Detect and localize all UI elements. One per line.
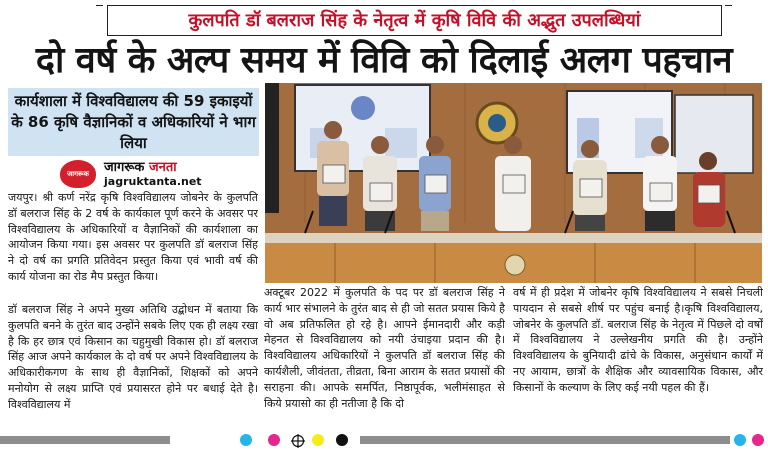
registration-crosshair-icon <box>291 433 305 447</box>
registration-bar <box>360 436 730 444</box>
article-column-3: वर्ष में ही प्रदेश में जोबनेर कृषि विश्वविद्यालय ने सबसे निचली पायदान से सबसे शीर्ष पर पहुंच बनाई है।कृषि विश्वविद्यालय, जोबनेर के कुलपति डॉ. बलराज सिंह के नेतृत्व में पिछले दो वर्षों में विश्वविद्यालय ने उल्लेखनीय प्रगति की है। उन्होंने विश्वविद्यालय के बुनियादी ढांचे के विकास, अनुसंधान कार्यों में नए आयाम, छात्रों के शैक्षिक और व्यावसायिक विकास, और किसानों के कल्याण के लिए कई नयी पहल की हैं। <box>513 286 763 394</box>
registration-dot-magenta <box>752 434 764 446</box>
registration-dot-yellow <box>312 434 324 446</box>
kicker-strip: कुलपति डॉ बलराज सिंह के नेतृत्व में कृषि विवि की अद्भुत उपलब्धियां <box>107 5 722 36</box>
registration-dot-magenta <box>268 434 280 446</box>
article-column-1b: डॉ बलराज सिंह ने अपने मुख्य अतिथि उद्बोधन में बताया कि कुलपति बनने के तुरंत बाद उन्होंने सबके लिए एक ही लक्ष्य रखा है कि हर छात्र एवं किसान का चहुमुखी विकास हो। डॉ बलराज सिंह आज अपने कार्यकाल के दो वर्ष पर अपने विश्वविद्यालय के अधिकारीकगण के साथ ही वैज्ञानिकों, शिक्षकों को अपने मनोयोग से लक्ष्य प्राप्ति एवं प्रयासरत होने पर बधाई देते है। विश्वविद्यालय में <box>8 303 258 411</box>
corner-mark <box>725 5 732 12</box>
subhead-box: कार्यशाला में विश्वविद्यालय की 59 इकाइयों के 86 कृषि वैज्ञानिकों व अधिकारियों ने भाग लिया <box>8 88 259 156</box>
registration-dot-black <box>336 434 348 446</box>
corner-mark <box>96 5 103 12</box>
registration-dot-cyan <box>734 434 746 446</box>
headline: दो वर्ष के अल्प समय में विवि को दिलाई अलग पहचान <box>35 40 733 81</box>
event-photo-illustration <box>265 83 762 283</box>
publication-name <box>104 161 177 175</box>
registration-bar <box>0 436 170 444</box>
article-column-2: अक्टूबर 2022 में कुलपति के पद पर डॉ बलराज सिंह ने कार्य भार संभालने के तुरंत बाद से ही जो सतत प्रयास किये है वो अब प्रतिफलित हो रहे है। आपने ईमानदारी और कड़ी मेहनत से विश्वविद्यालय को नयी उंचाइया प्रदान की है। विश्वविद्यालय अधिकारियों ने कुलपति डॉ बलराज सिंह की कार्यशैली, जीवंतता, तीव्रता, बिना आराम के सतत प्रयासों की सराहना की। आपके समर्पित, निष्ठापूर्वक, भलीमंसाहत से किये प्रयासो का ही नतीजा है कि दो <box>264 286 505 410</box>
event-photo <box>265 83 762 283</box>
publication-name-part1: जागरूक <box>104 160 145 175</box>
publication-url: jagruktanta.net <box>104 175 202 188</box>
publication-logo: जागरूक <box>60 160 96 188</box>
article-column-1a: जयपुर। श्री कर्ण नरेंद्र कृषि विश्वविद्यालय जोबनेर के कुलपति डॉ बलराज सिंह के 2 वर्ष के कार्यकाल पूर्ण करने के अवसर पर विश्वविद्यालय के अधिकारियों व वैज्ञानिकों की कार्यशाला का आयोजन किया गया। इस अवसर पर कुलपति डॉ बलराज सिंह ने दो वर्ष का प्रगति प्रतिवेदन प्रस्तुत किया एवं भावी वर्ष की कार्य योजना का रोड मैप प्रस्तुत किया। <box>8 191 258 283</box>
publication-name-part2: जनता <box>148 160 177 175</box>
registration-dot-cyan <box>240 434 252 446</box>
